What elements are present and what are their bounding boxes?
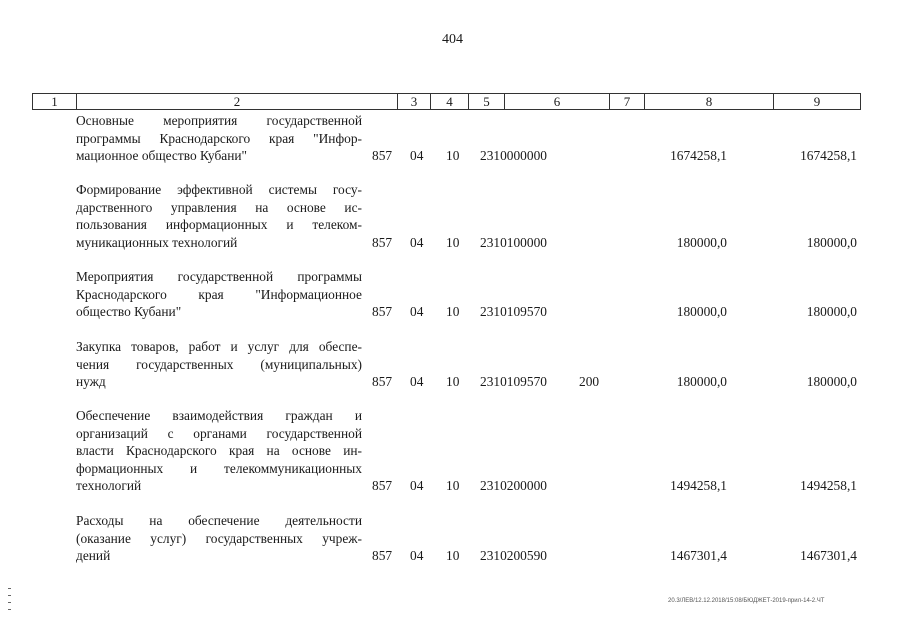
description-line: формационных и телекоммуникационных — [76, 460, 362, 476]
description-line: программы Краснодарского края "Инфор- — [76, 130, 362, 146]
cell-col-5: 10 — [446, 148, 460, 163]
cell-col-5: 10 — [446, 478, 460, 493]
description-line: организаций с органами государственной — [76, 425, 362, 441]
header-col-9: 9 — [813, 94, 821, 109]
cell-col-8: 180000,0 — [676, 234, 727, 250]
cell-col-5: 10 — [446, 234, 460, 250]
cell-col-8: 1467301,4 — [670, 548, 727, 563]
header-col-4: 4 — [431, 94, 469, 109]
cell-col-4: 04 — [410, 234, 424, 250]
description-line: дений — [76, 548, 111, 563]
cell-col-8: 1674258,1 — [670, 148, 727, 163]
description-line: дарственного управления на основе ис- — [76, 199, 362, 215]
cell-col-5: 10 — [446, 304, 460, 319]
cell-col-4: 04 — [410, 304, 424, 319]
header-col-6: 6 — [505, 94, 610, 109]
description-line: Формирование эффективной системы госу- — [76, 182, 362, 197]
footer-code: 20.3/ЛЕВ/12.12.2018/15:08/БЮДЖЕТ-2019-прил-14-2.ЧТ — [668, 598, 825, 604]
description-line: мационное общество Кубани" — [76, 148, 247, 163]
row-description — [76, 338, 362, 391]
cell-col-6: 2310100000 — [480, 234, 547, 250]
cell-col-4: 04 — [410, 374, 424, 389]
cell-col-7: 200 — [579, 374, 600, 389]
cell-col-3: 857 — [372, 478, 393, 493]
cell-col-3: 857 — [372, 304, 393, 319]
header-col-7: 7 — [610, 94, 645, 109]
description-line: технологий — [76, 478, 142, 493]
description-line: Краснодарского края "Информационное — [76, 286, 362, 302]
cell-col-6: 2310200590 — [480, 548, 547, 563]
cell-col-4: 04 — [410, 548, 424, 563]
cell-col-3: 857 — [372, 234, 393, 250]
row-description — [76, 112, 362, 165]
cell-col-3: 857 — [372, 548, 393, 563]
header-col-3: 3 — [398, 94, 431, 109]
cell-col-4: 04 — [410, 478, 424, 493]
description-line: Основные мероприятия государственной — [76, 113, 362, 128]
description-line: пользования информационных и телеком- — [76, 217, 362, 232]
header-col-8: 8 — [645, 94, 774, 109]
cell-col-6: 2310109570 — [480, 304, 547, 319]
cell-col-8: 1494258,1 — [670, 478, 727, 493]
row-description — [76, 407, 362, 495]
row-description — [76, 268, 362, 321]
cell-col-9: 180000,0 — [806, 234, 857, 250]
cell-col-9: 1674258,1 — [800, 148, 857, 163]
description-line: нужд — [76, 374, 106, 389]
page-number: 404 — [442, 32, 463, 47]
cell-col-6: 2310109570 — [480, 374, 547, 389]
cell-col-9: 1467301,4 — [800, 548, 857, 563]
description-line: чения государственных (муниципальных) — [76, 356, 362, 372]
row-description — [76, 512, 362, 565]
description-line: (оказание услуг) государственных учреж- — [76, 530, 362, 546]
header-col-1: 1 — [33, 94, 77, 109]
cell-col-9: 180000,0 — [806, 304, 857, 319]
cell-col-5: 10 — [446, 374, 460, 389]
cell-col-3: 857 — [372, 374, 393, 389]
cell-col-6: 2310200000 — [480, 478, 547, 493]
header-col-5: 5 — [469, 94, 505, 109]
cell-col-6: 2310000000 — [480, 148, 547, 163]
cell-col-4: 04 — [410, 148, 424, 163]
description-line: муникационных технологий — [76, 234, 238, 250]
description-line: общество Кубани" — [76, 304, 182, 319]
description-line: власти Краснодарского края на основе ин- — [76, 443, 362, 458]
header-col-2: 2 — [77, 94, 398, 109]
cell-col-5: 10 — [446, 548, 460, 563]
description-line: Мероприятия государственной программы — [76, 269, 362, 284]
description-line: Обеспечение взаимодействия граждан и — [76, 408, 362, 423]
cell-col-8: 180000,0 — [676, 374, 727, 389]
cell-col-9: 180000,0 — [806, 374, 857, 389]
description-line: Закупка товаров, работ и услуг для обеспе- — [76, 339, 362, 354]
description-line: Расходы на обеспечение деятельности — [76, 513, 362, 528]
cell-col-9: 1494258,1 — [800, 478, 857, 493]
row-description — [76, 181, 362, 251]
cell-col-3: 857 — [372, 148, 393, 163]
cell-col-8: 180000,0 — [676, 304, 727, 319]
table-header — [32, 93, 861, 110]
margin-marks — [8, 588, 12, 618]
